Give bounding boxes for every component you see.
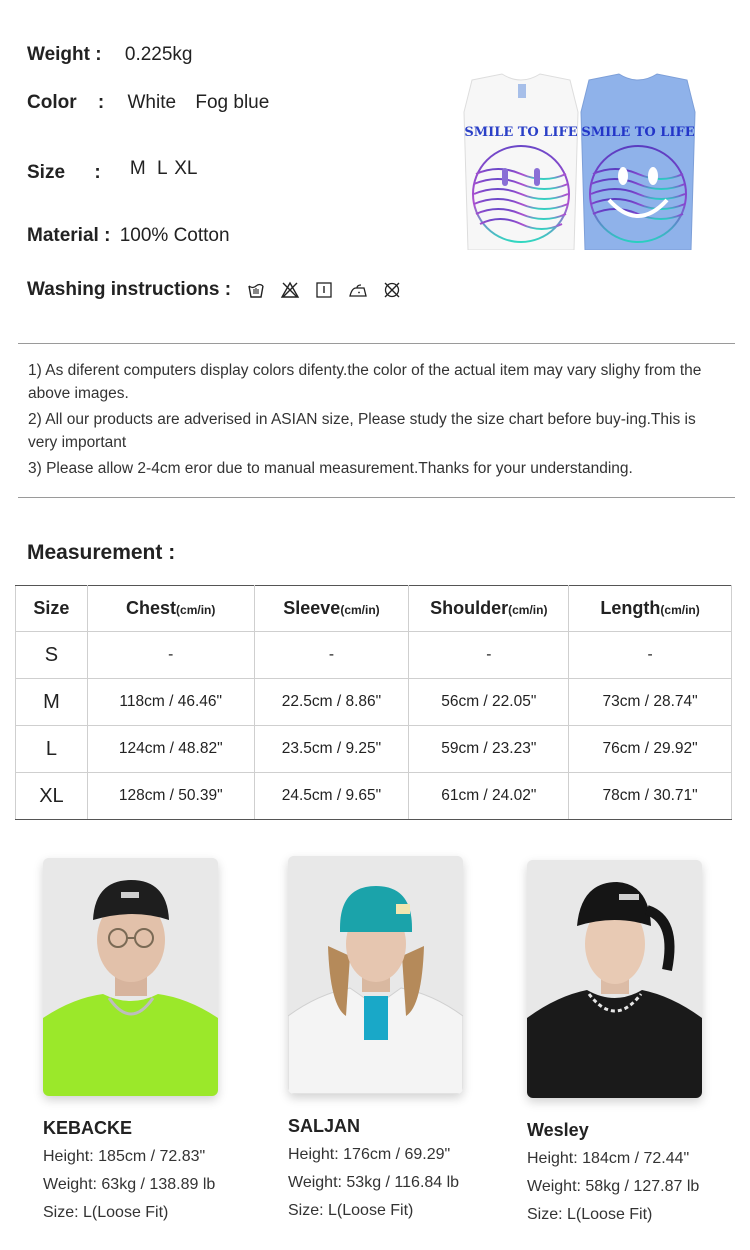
iron-icon bbox=[348, 280, 368, 300]
table-cell-size: S bbox=[16, 632, 88, 679]
model-portrait bbox=[43, 858, 218, 1096]
size-option-l: L bbox=[157, 158, 167, 179]
header-sleeve: Sleeve(cm/in) bbox=[254, 586, 409, 632]
table-cell: 59cm / 23.23" bbox=[409, 726, 569, 773]
svg-text:SMILE TO LIFE: SMILE TO LIFE bbox=[581, 125, 695, 140]
table-cell: 23.5cm / 9.25" bbox=[254, 726, 409, 773]
model-height: Height: 184cm / 72.44" bbox=[527, 1150, 690, 1167]
color-separator: : bbox=[97, 92, 105, 113]
weight-label: Weight : bbox=[27, 44, 102, 65]
model-weight: Weight: 53kg / 116.84 lb bbox=[288, 1174, 460, 1191]
measurement-title: Measurement : bbox=[27, 541, 176, 564]
svg-text:SMILE TO LIFE: SMILE TO LIFE bbox=[464, 125, 578, 140]
material-row bbox=[27, 225, 230, 247]
model-weight: Weight: 58kg / 127.87 lb bbox=[527, 1178, 700, 1195]
table-cell: 118cm / 46.46" bbox=[87, 679, 254, 726]
model-stats bbox=[43, 1143, 218, 1227]
table-cell-size: XL bbox=[16, 773, 88, 820]
white-shirt-image bbox=[462, 72, 580, 250]
model-height: Height: 176cm / 69.29" bbox=[288, 1146, 451, 1163]
material-label: Material : bbox=[27, 225, 111, 246]
white-shirt-graphic bbox=[462, 72, 580, 250]
model-height: Height: 185cm / 72.83" bbox=[43, 1148, 206, 1165]
header-length: Length(cm/in) bbox=[569, 586, 732, 632]
color-option-white: White bbox=[127, 92, 177, 113]
model-card-wesley bbox=[527, 860, 702, 1229]
size-row bbox=[27, 158, 198, 183]
header-shoulder: Shoulder(cm/in) bbox=[409, 586, 569, 632]
table-cell: 73cm / 28.74" bbox=[569, 679, 732, 726]
note-3: 3) Please allow 2-4cm eror due to manual measurement.Thanks for your understanding. bbox=[28, 460, 633, 477]
table-row bbox=[16, 679, 732, 726]
size-chart-header-row bbox=[16, 586, 732, 632]
size-option-m: M bbox=[129, 158, 146, 179]
model-stats bbox=[527, 1145, 702, 1229]
model-stats bbox=[288, 1141, 463, 1225]
size-option-xl: XL bbox=[174, 158, 198, 179]
note-1: 1) As diferent computers display colors difenty.the color of the actual item may vary slighy from the above images. bbox=[28, 362, 702, 402]
hand-wash-icon bbox=[246, 280, 266, 300]
color-option-fog-blue: Fog blue bbox=[195, 92, 270, 113]
weight-row bbox=[27, 44, 193, 66]
model-size: Size: L(Loose Fit) bbox=[288, 1202, 414, 1219]
table-cell-size: L bbox=[16, 726, 88, 773]
weight-value: 0.225kg bbox=[124, 44, 193, 65]
fog-blue-shirt-image bbox=[579, 72, 697, 250]
table-cell: 22.5cm / 8.86" bbox=[254, 679, 409, 726]
model-photo bbox=[43, 858, 218, 1096]
color-label: Color bbox=[27, 92, 77, 113]
size-label: Size bbox=[27, 162, 66, 183]
model-size: Size: L(Loose Fit) bbox=[43, 1204, 169, 1221]
model-card-saljan bbox=[288, 856, 463, 1225]
washing-label: Washing instructions : bbox=[27, 279, 232, 300]
model-name: KEBACKE bbox=[43, 1118, 133, 1138]
divider-bottom bbox=[18, 497, 735, 498]
table-cell: - bbox=[569, 632, 732, 679]
table-cell: 24.5cm / 9.65" bbox=[254, 773, 409, 820]
table-cell-size: M bbox=[16, 679, 88, 726]
washing-icons bbox=[246, 280, 402, 300]
do-not-dry-clean-icon bbox=[382, 280, 402, 300]
tumble-dry-icon bbox=[314, 280, 334, 300]
model-name: SALJAN bbox=[288, 1116, 361, 1136]
table-row bbox=[16, 726, 732, 773]
table-cell: 78cm / 30.71" bbox=[569, 773, 732, 820]
header-size: Size bbox=[16, 586, 88, 632]
size-separator: : bbox=[94, 162, 101, 183]
divider-top bbox=[18, 343, 735, 344]
header-chest: Chest(cm/in) bbox=[87, 586, 254, 632]
fog-blue-shirt-graphic bbox=[579, 72, 697, 250]
product-image bbox=[462, 72, 697, 250]
table-row bbox=[16, 632, 732, 679]
table-cell: 76cm / 29.92" bbox=[569, 726, 732, 773]
material-value: 100% Cotton bbox=[119, 225, 230, 246]
do-not-bleach-icon bbox=[280, 280, 300, 300]
model-portrait bbox=[288, 856, 463, 1094]
model-size: Size: L(Loose Fit) bbox=[527, 1206, 653, 1223]
table-row bbox=[16, 773, 732, 820]
model-card-kebacke bbox=[43, 858, 218, 1227]
table-cell: 56cm / 22.05" bbox=[409, 679, 569, 726]
size-chart-table bbox=[15, 585, 732, 820]
table-cell: 61cm / 24.02" bbox=[409, 773, 569, 820]
note-2: 2) All our products are adverised in ASIAN size, Please study the size chart before buy-ing.This is very important bbox=[28, 411, 696, 451]
model-portrait bbox=[527, 860, 702, 1098]
color-row bbox=[27, 92, 269, 114]
table-cell: 124cm / 48.82" bbox=[87, 726, 254, 773]
model-photo bbox=[527, 860, 702, 1098]
table-cell: - bbox=[254, 632, 409, 679]
model-weight: Weight: 63kg / 138.89 lb bbox=[43, 1176, 216, 1193]
washing-row bbox=[27, 279, 402, 301]
table-cell: - bbox=[409, 632, 569, 679]
model-name: Wesley bbox=[527, 1120, 589, 1140]
model-photo bbox=[288, 856, 463, 1094]
notes-section bbox=[28, 359, 728, 483]
table-cell: 128cm / 50.39" bbox=[87, 773, 254, 820]
table-cell: - bbox=[87, 632, 254, 679]
